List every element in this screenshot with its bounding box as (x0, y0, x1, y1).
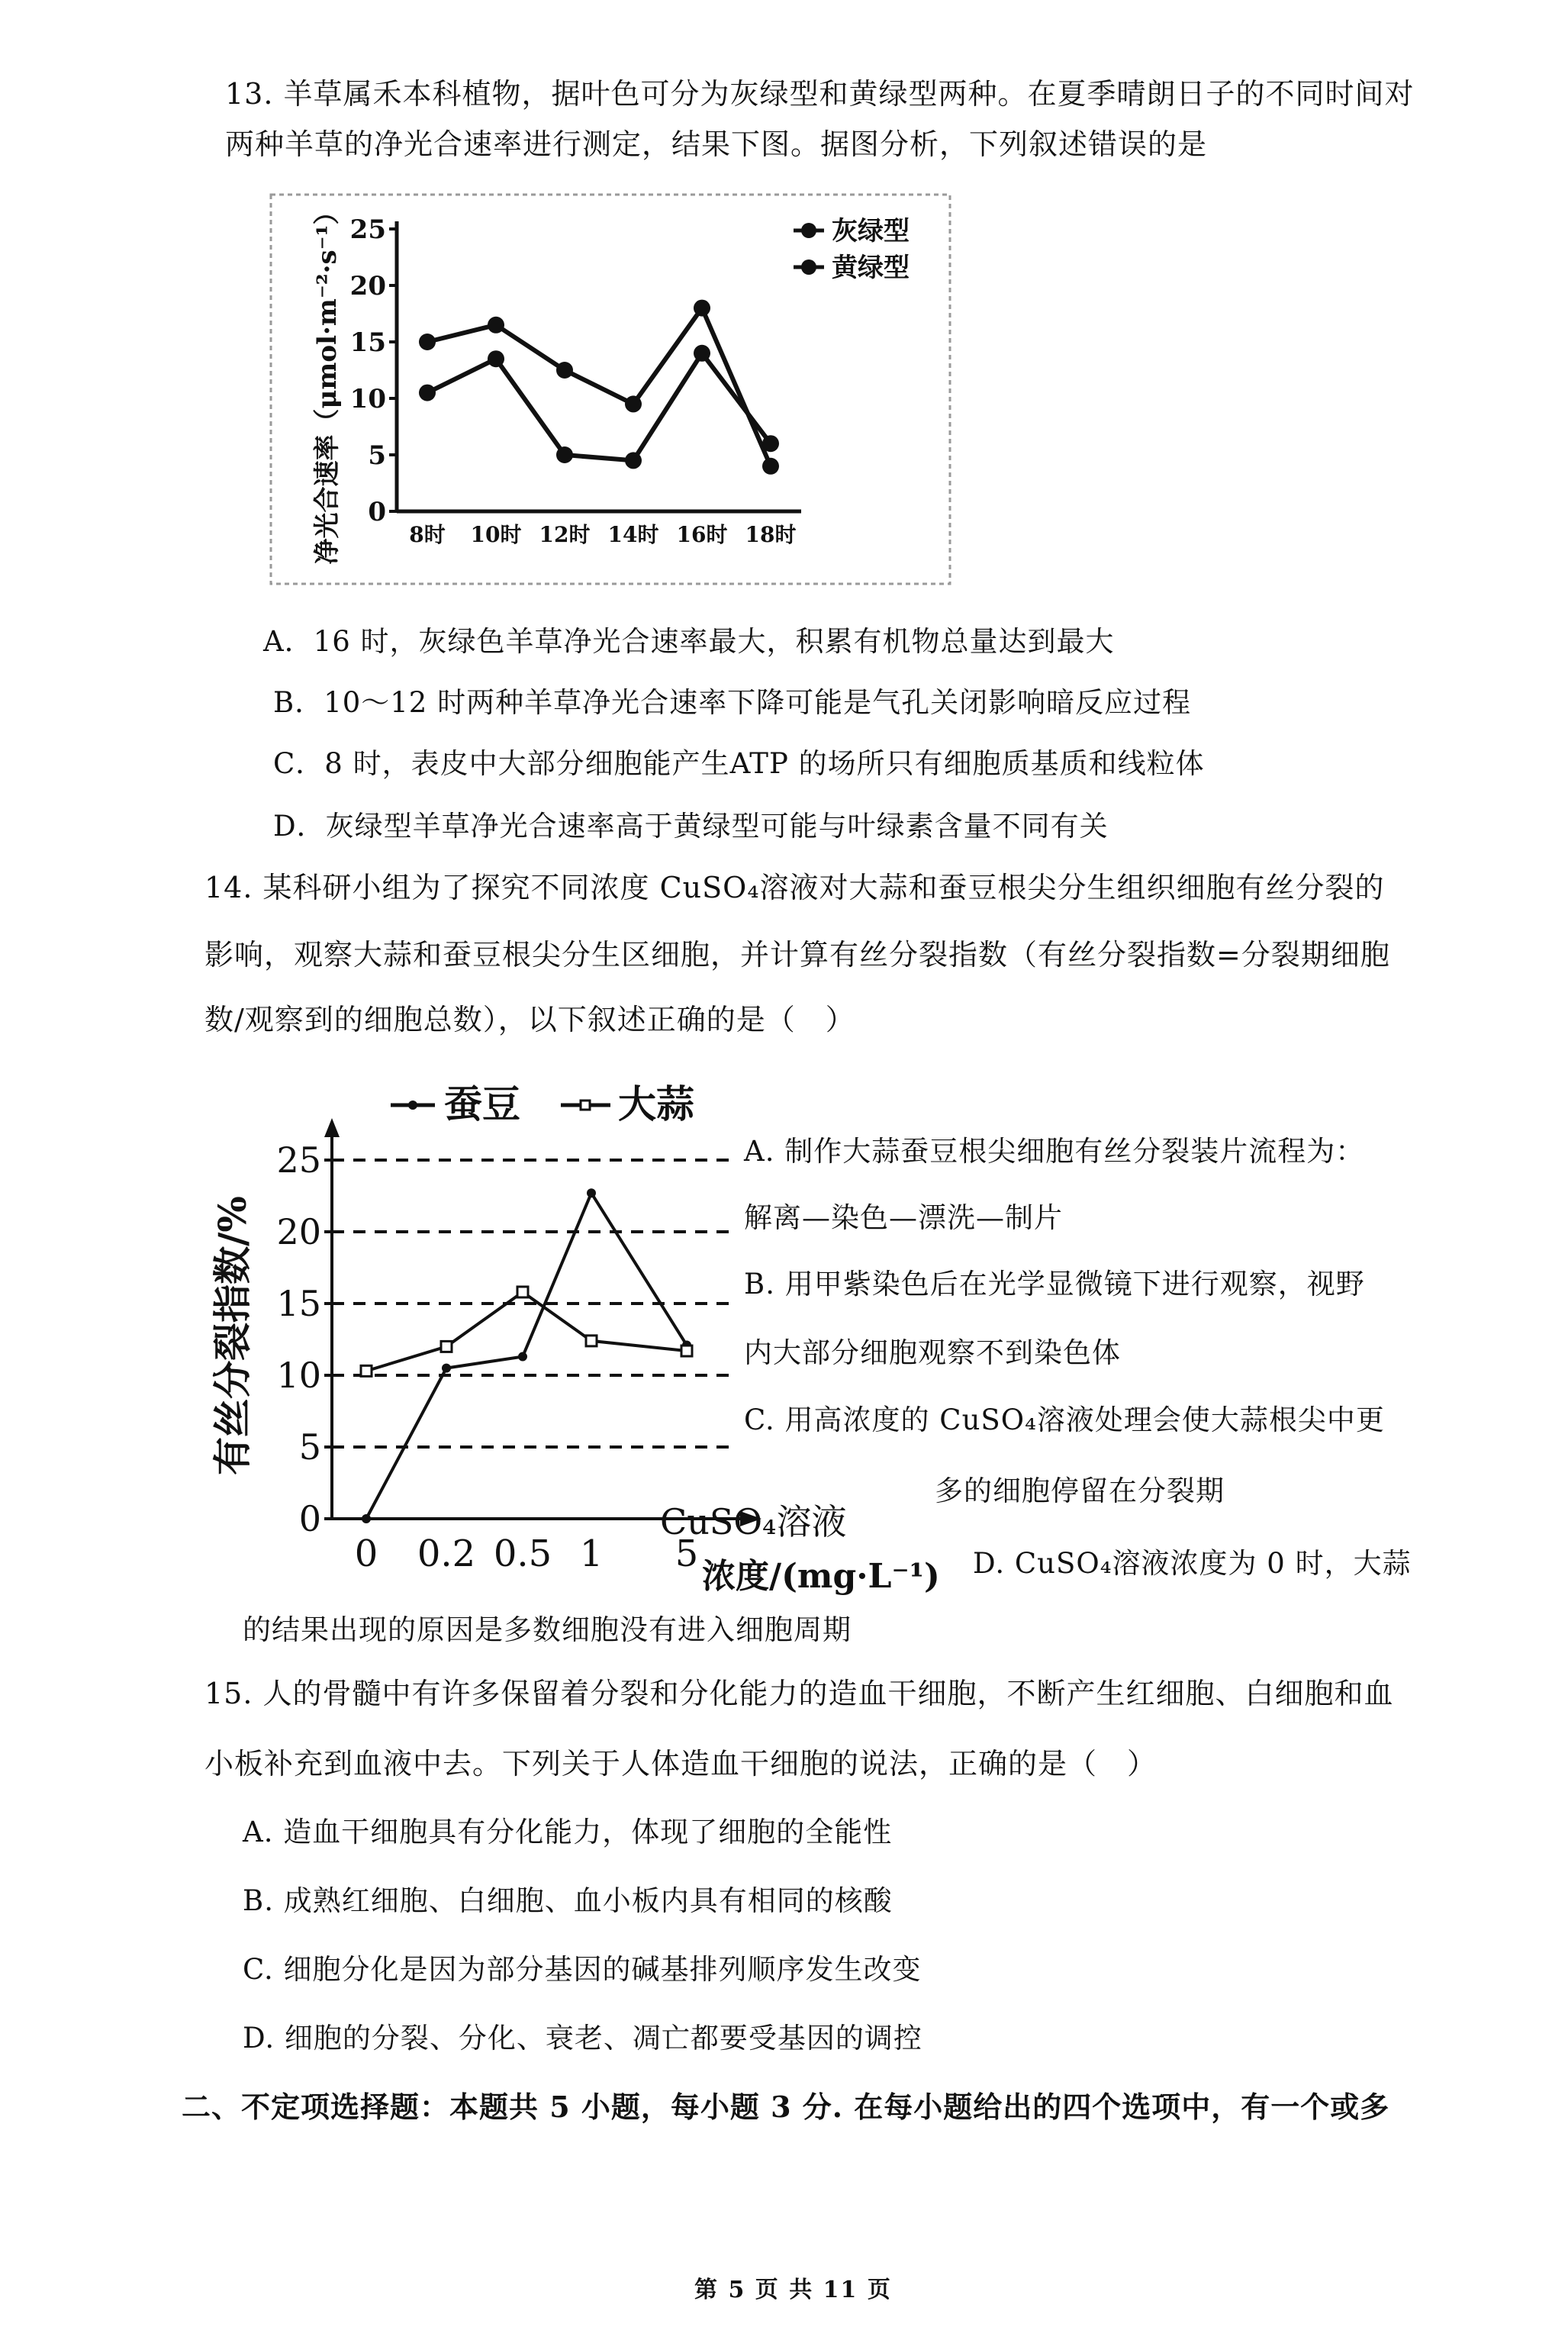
q15-option-b: B. 成熟红细胞、白细胞、血小板内具有相同的核酸 (243, 1884, 893, 1917)
section2-heading: 二、不定项选择题：本题共 5 小题，每小题 3 分. 在每小题给出的四个选项中，有一个或多 (182, 2090, 1390, 2124)
chart2-point-broadbean (587, 1188, 596, 1197)
chart1-legend-gray: 灰绿型 (832, 216, 910, 247)
chart2-point-broadbean (362, 1514, 371, 1523)
q14-option-b-line2: 内大部分细胞观察不到染色体 (744, 1336, 1121, 1369)
chart1-ytick-label: 15 (349, 327, 386, 358)
chart2-ytick-label: 20 (276, 1211, 321, 1252)
chart1-ytick-label: 25 (349, 214, 386, 245)
chart1-ylabel: 净光合速率（μmol·m⁻²·s⁻¹） (312, 198, 343, 565)
chart1-ytick-label: 10 (349, 384, 386, 414)
chart1-ytick-label: 5 (368, 440, 386, 471)
q14-stem-line3: 数/观察到的细胞总数），以下叙述正确的是（ ） (204, 1003, 855, 1036)
chart1-point (556, 362, 573, 379)
q14-stem-line1: 14. 某科研小组为了探究不同浓度 CuSO₄溶液对大蒜和蚕豆根尖分生组织细胞有丝分裂的 (204, 871, 1385, 904)
q14-option-c-line2: 多的细胞停留在分裂期 (935, 1474, 1225, 1507)
chart1-ytick-label: 20 (349, 271, 386, 301)
chart1-point (419, 385, 436, 401)
chart1-point (488, 317, 504, 334)
chart2-ytick-label: 25 (276, 1139, 321, 1181)
chart2-legend-garlic: 大蒜 (618, 1081, 694, 1126)
chart2-ylabel: 有丝分裂指数/% (210, 1196, 255, 1475)
page-footer: 第 5 页 共 11 页 (694, 2277, 892, 2303)
chart2-point-garlic (681, 1346, 692, 1356)
chart2-xtick-label: 0 (354, 1532, 378, 1575)
q13-option-b: B．10～12 时两种羊草净光合速率下降可能是气孔关闭影响暗反应过程 (273, 686, 1192, 719)
chart1-point (762, 458, 779, 475)
chart2-xtick-label: 1 (579, 1532, 604, 1575)
chart1-xtick-label: 14时 (607, 522, 659, 547)
chart2-xtick-label: 0.5 (493, 1532, 552, 1575)
chart1-point (625, 395, 642, 412)
chart2-legend-broadbean: 蚕豆 (444, 1081, 520, 1126)
q15-stem-line2: 小板补充到血液中去。下列关于人体造血干细胞的说法，正确的是（ ） (204, 1747, 1157, 1781)
q14-stem-line2: 影响，观察大蒜和蚕豆根尖分生区细胞，并计算有丝分裂指数（有丝分裂指数=分裂期细胞 (204, 938, 1390, 972)
q13-option-a: A．16 时，灰绿色羊草净光合速率最大，积累有机物总量达到最大 (263, 625, 1115, 658)
chart2-legend (391, 1081, 695, 1126)
chart1-point (488, 350, 504, 367)
q14-option-d-line2: 的结果出现的原因是多数细胞没有进入细胞周期 (243, 1613, 852, 1646)
q15-option-a: A. 造血干细胞具有分化能力，体现了细胞的全能性 (243, 1816, 893, 1848)
chart2-point-garlic (361, 1365, 372, 1376)
q15-option-c: C. 细胞分化是因为部分基因的碱基排列顺序发生改变 (243, 1953, 922, 1986)
chart2-ytick-label: 10 (276, 1355, 321, 1396)
chart-net-photosynthesis (267, 191, 954, 588)
q13-option-d: D．灰绿型羊草净光合速率高于黄绿型可能与叶绿素含量不同有关 (273, 810, 1109, 843)
q13-stem-line2: 两种羊草的净光合速率进行测定，结果下图。据图分析，下列叙述错误的是 (225, 127, 1208, 161)
chart2-point-garlic (517, 1287, 528, 1297)
chart1-point (556, 446, 573, 463)
chart1-xtick-label: 18时 (745, 522, 797, 547)
chart1-xtick-label: 8时 (409, 522, 446, 547)
chart2-y-arrow (324, 1118, 340, 1137)
q13-option-c: C．8 时，表皮中大部分细胞能产生ATP 的场所只有细胞质基质和线粒体 (273, 747, 1205, 780)
q15-option-d: D. 细胞的分裂、分化、衰老、凋亡都要受基因的调控 (243, 2022, 922, 2055)
q13-stem-line1: 13. 羊草属禾本科植物，据叶色可分为灰绿型和黄绿型两种。在夏季晴朗日子的不同时间对 (225, 77, 1415, 111)
q15-stem-line1: 15. 人的骨髓中有许多保留着分裂和分化能力的造血干细胞，不断产生红细胞、白细胞和血 (204, 1677, 1394, 1710)
chart1-ytick-label: 0 (368, 497, 386, 527)
chart1-point (694, 300, 710, 317)
chart2-xtick-label: 5 (675, 1532, 699, 1575)
chart2-point-garlic (586, 1336, 597, 1346)
q14-option-b-line1: B. 用甲紫染色后在光学显微镜下进行观察，视野 (744, 1268, 1365, 1300)
chart1-point (762, 435, 779, 452)
chart2-point-broadbean (442, 1364, 451, 1373)
q14-option-a-line2: 解离—染色—漂洗—制片 (744, 1201, 1063, 1234)
chart2-ytick-label: 15 (276, 1283, 321, 1324)
chart2-point-broadbean (518, 1352, 527, 1362)
chart2-point-garlic (441, 1341, 452, 1352)
chart1-point (625, 452, 642, 469)
chart1-xtick-label: 12时 (539, 522, 591, 547)
chart1-xtick-label: 16时 (676, 522, 728, 547)
chart1-point (419, 334, 436, 350)
q14-option-a-line1: A. 制作大蒜蚕豆根尖细胞有丝分裂装片流程为： (744, 1135, 1365, 1168)
chart1-xtick-label: 10时 (470, 522, 522, 547)
chart2-ytick-label: 5 (298, 1426, 321, 1468)
q14-option-d-line1: D. CuSO₄溶液浓度为 0 时，大蒜 (973, 1547, 1412, 1580)
q14-option-c-line1: C. 用高浓度的 CuSO₄溶液处理会使大蒜根尖中更 (744, 1404, 1385, 1436)
chart2-xlabel-line1: CuSO₄溶液 (660, 1501, 847, 1542)
chart1-legend-yellow: 黄绿型 (832, 253, 910, 283)
chart2-xtick-label: 0.2 (417, 1532, 476, 1575)
chart1-point (694, 345, 710, 362)
chart2-xlabel-line2: 浓度/(mg·L⁻¹) (702, 1557, 940, 1596)
chart2-ytick-label: 0 (298, 1498, 321, 1539)
